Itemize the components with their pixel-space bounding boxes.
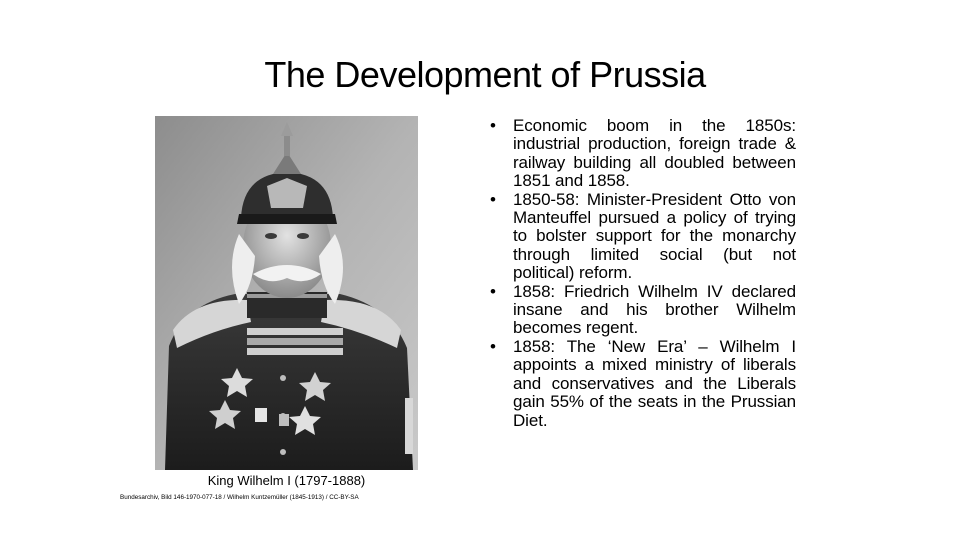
bullet-item bbox=[490, 117, 796, 191]
bullet-text: 1858: The ‘New Era’ – Wilhelm I appoints a mixed ministry of liberals and conservatives and the Liberals gain 55% of the seats in the Prussian Diet. bbox=[513, 336, 796, 430]
bullet-marker: • bbox=[490, 189, 496, 209]
bullet-marker: • bbox=[490, 336, 496, 356]
bullet-text: 1850-58: Minister-President Otto von Manteuffel pursued a policy of trying to bolster support for the monarchy through limited social (but not political) reform. bbox=[513, 189, 796, 283]
slide-title: The Development of Prussia bbox=[264, 54, 706, 95]
bullet-text: 1858: Friedrich Wilhelm IV declared insane and his brother Wilhelm becomes regent. bbox=[513, 281, 796, 338]
bullet-item bbox=[490, 338, 796, 430]
bullet-marker: • bbox=[490, 281, 496, 301]
portrait-photo-icon bbox=[155, 116, 418, 470]
portrait-image bbox=[155, 116, 418, 470]
image-caption: King Wilhelm I (1797-1888) bbox=[207, 473, 366, 488]
bullet-item bbox=[490, 191, 796, 283]
image-credit: Bundesarchiv, Bild 146-1970-077-18 / Wilhelm Kuntzemüller (1845-1913) / CC-BY-SA bbox=[120, 494, 359, 501]
bullet-item bbox=[490, 283, 796, 338]
bullet-list bbox=[490, 117, 796, 430]
bullet-text: Economic boom in the 1850s: industrial production, foreign trade & railway building all doubled between 1851 and 1858. bbox=[513, 116, 796, 191]
bullet-marker: • bbox=[490, 116, 496, 135]
